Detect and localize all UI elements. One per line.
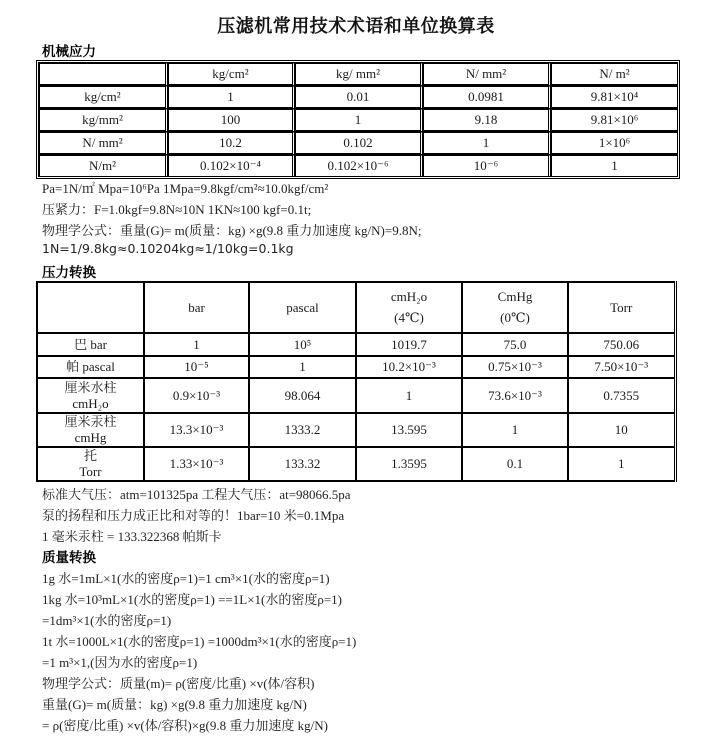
heading-mass-conversion: 质量转换 — [42, 550, 96, 566]
header-cell: kg/ mm² — [295, 63, 423, 86]
header-cell: kg/cm² — [168, 63, 295, 86]
header-cell: N/ m² — [551, 63, 677, 86]
table-cell: 1 — [249, 356, 356, 378]
table-row — [37, 378, 675, 413]
table-cell: 10.2×10⁻³ — [356, 356, 462, 378]
table-cell: 9.81×10⁶ — [551, 109, 677, 132]
document-title: 压滤机常用技术术语和单位换算表 — [217, 16, 495, 37]
heading-mechanical-stress: 机械应力 — [42, 44, 96, 60]
table-cell: 1 — [423, 132, 551, 155]
row-label: N/m² — [39, 155, 168, 176]
table-cell: 1 — [551, 155, 677, 176]
table-cell: 9.81×10⁴ — [551, 86, 677, 109]
row-label-en: cmHg — [74, 430, 107, 445]
mechanical-stress-table — [36, 60, 680, 179]
table-row — [37, 333, 675, 356]
table-cell: 10⁵ — [249, 333, 356, 356]
table-cell: 73.6×10⁻³ — [462, 378, 568, 413]
table-cell: 100 — [168, 109, 295, 132]
row-label-cn: 厘米汞柱 — [64, 414, 117, 429]
note-line: 1 毫米汞柱 = 133.322368 帕斯卡 — [42, 529, 222, 544]
note-line: =1 m³×1,(因为水的密度ρ=1) — [42, 655, 198, 670]
header-line: cmH₂o — [390, 289, 428, 304]
table-cell: 10 — [568, 413, 675, 447]
pressure-conversion-table — [36, 281, 677, 482]
row-label-en: Torr — [79, 464, 102, 479]
header-cell: Torr — [568, 282, 675, 333]
table-cell: 1019.7 — [356, 333, 462, 356]
note-line: 物理学公式：重量(G)= m(质量：kg) ×g(9.8 重力加速度 kg/N)=9.8N; — [42, 223, 422, 238]
table-row — [39, 132, 677, 155]
table-cell: 1 — [295, 109, 423, 132]
header-cell: N/ mm² — [423, 63, 551, 86]
table-row — [39, 109, 677, 132]
note-line: 1kg 水=10³mL×1(水的密度ρ=1) ==1L×1(水的密度ρ=1) — [42, 592, 343, 607]
table-cell: 750.06 — [568, 333, 675, 356]
header-line: (0℃) — [500, 310, 530, 325]
table-row — [37, 447, 675, 481]
table-row — [39, 155, 677, 176]
row-label — [37, 447, 144, 481]
table-cell: 1×10⁶ — [551, 132, 677, 155]
table-row — [37, 413, 675, 447]
table-cell: 133.32 — [249, 447, 356, 481]
table-cell: 13.595 — [356, 413, 462, 447]
header-cell — [39, 63, 168, 86]
header-cell — [37, 282, 144, 333]
header-line: CmHg — [497, 289, 533, 304]
table-cell: 1333.2 — [249, 413, 356, 447]
note-line: 泵的扬程和压力成正比和对等的！1bar=10 米=0.1Mpa — [42, 508, 345, 523]
heading-pressure-conversion: 压力转换 — [42, 265, 96, 281]
note-line: Pa=1N/㎡ Mpa=10⁶Pa 1Mpa=9.8kgf/cm²≈10.0kgf/cm² — [42, 181, 329, 196]
table-cell: 0.102×10⁻⁴ — [168, 155, 295, 176]
table-cell: 13.3×10⁻³ — [144, 413, 249, 447]
note-line: 物理学公式：质量(m)= ρ(密度/比重) ×v(体/容积) — [42, 676, 315, 691]
row-label-en: cmH₂o — [72, 395, 109, 411]
table-cell: 0.01 — [295, 86, 423, 109]
table-cell: 0.102 — [295, 132, 423, 155]
row-label: 巴 bar — [37, 333, 144, 356]
header-cell: bar — [144, 282, 249, 333]
note-line: 1t 水=1000L×1(水的密度ρ=1) =1000dm³×1(水的密度ρ=1) — [42, 634, 357, 649]
table-cell: 1 — [168, 86, 295, 109]
table-cell: 10.2 — [168, 132, 295, 155]
note-line: =1dm³×1(水的密度ρ=1) — [42, 613, 172, 628]
table-cell: 10⁻⁶ — [423, 155, 551, 176]
row-label: kg/mm² — [39, 109, 168, 132]
table-cell: 9.18 — [423, 109, 551, 132]
table-cell: 1 — [568, 447, 675, 481]
table-header-row — [39, 63, 677, 86]
note-line: = ρ(密度/比重) ×v(体/容积)×g(9.8 重力加速度 kg/N) — [42, 718, 328, 733]
note-line: 压紧力：F=1.0kgf=9.8N≈10N 1KN≈100 kgf=0.1t; — [42, 202, 312, 217]
header-line: (4℃) — [394, 310, 424, 325]
table-cell: 0.7355 — [568, 378, 675, 413]
row-label: N/ mm² — [39, 132, 168, 155]
note-line: 1g 水=1mL×1(水的密度ρ=1)=1 cm³×1(水的密度ρ=1) — [42, 571, 330, 586]
table-cell: 75.0 — [462, 333, 568, 356]
row-label — [37, 378, 144, 413]
row-label: kg/cm² — [39, 86, 168, 109]
table-cell: 1.33×10⁻³ — [144, 447, 249, 481]
table-cell: 0.102×10⁻⁶ — [295, 155, 423, 176]
table-cell: 1 — [356, 378, 462, 413]
table-cell: 0.1 — [462, 447, 568, 481]
table-cell: 0.0981 — [423, 86, 551, 109]
row-label: 帕 pascal — [37, 356, 144, 378]
header-cell-cmh2o — [356, 282, 462, 333]
table-cell: 10⁻⁵ — [144, 356, 249, 378]
note-line: 重量(G)= m(质量：kg) ×g(9.8 重力加速度 kg/N) — [42, 697, 307, 712]
table-cell: 1.3595 — [356, 447, 462, 481]
table-cell: 7.50×10⁻³ — [568, 356, 675, 378]
note-line: 标准大气压：atm=101325pa 工程大气压：at=98066.5pa — [42, 487, 351, 502]
header-cell-cmhg — [462, 282, 568, 333]
table-cell: 0.9×10⁻³ — [144, 378, 249, 413]
table-cell: 0.75×10⁻³ — [462, 356, 568, 378]
table-cell: 98.064 — [249, 378, 356, 413]
table-row — [37, 356, 675, 378]
table-cell: 1 — [144, 333, 249, 356]
table-header-row — [37, 282, 675, 333]
row-label-cn: 托 — [83, 448, 97, 463]
header-cell: pascal — [249, 282, 356, 333]
note-line: 1N=1/9.8kg≈0.10204kg≈1/10kg=0.1kg — [42, 241, 294, 256]
table-cell: 1 — [462, 413, 568, 447]
row-label — [37, 413, 144, 447]
table-row — [39, 86, 677, 109]
row-label-cn: 厘米水柱 — [64, 379, 117, 395]
